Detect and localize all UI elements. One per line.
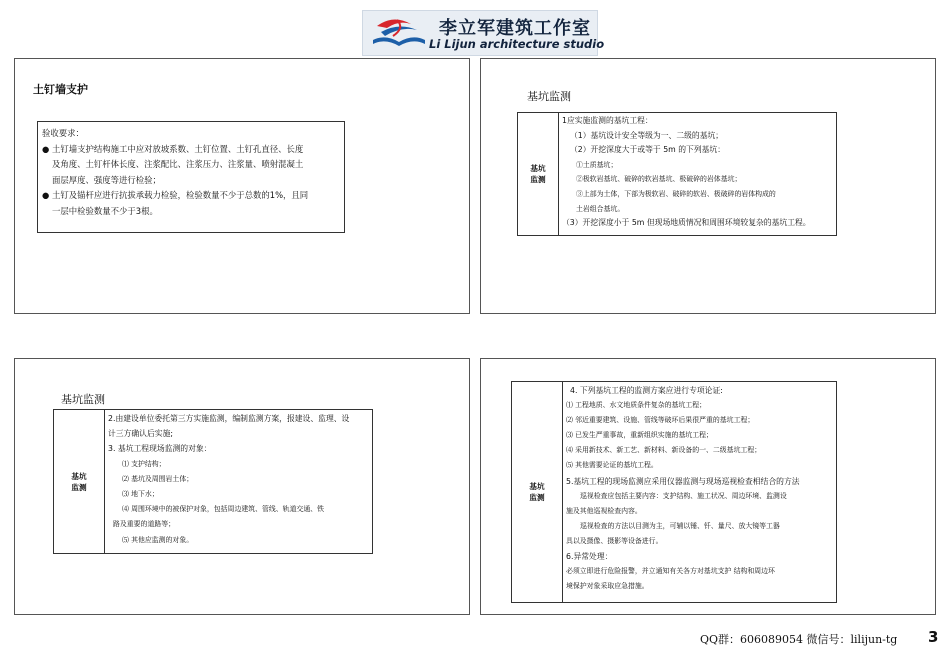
table-label: 基坑 监测 xyxy=(71,471,87,492)
table-label-cell xyxy=(54,410,105,554)
content-line: ②极软岩基坑、破碎的软岩基坑、极破碎的岩体基坑； xyxy=(576,175,742,184)
content-line: 4. 下列基坑工程的监测方案应进行专项论证: xyxy=(570,386,723,395)
content-line: 1应实施监测的基坑工程： xyxy=(562,116,653,125)
content-line: 必须立即进行危险报警，并立通知有关各方对基坑支护 结构和周边环 xyxy=(566,567,775,576)
content-line: ⑷ 周围环境中的被保护对象，包括周边建筑、管线、轨道交通、铁 xyxy=(122,505,325,514)
content-line: ⑸ 其他应监测的对象。 xyxy=(122,535,194,544)
content-line: （1）基坑设计安全等级为一、二级的基坑； xyxy=(570,130,724,140)
table-label-cell xyxy=(512,382,563,603)
slide-pit-monitoring-3 xyxy=(480,358,936,615)
content-line: 5.基坑工程的现场监测应采用仪器监测与现场巡视检查相结合的方法 xyxy=(566,476,800,486)
content-line: ⑶ 已发生严重事故，重新组织实施的基坑工程； xyxy=(566,431,713,440)
content-line: 6.异常处理： xyxy=(566,552,613,562)
content-line: ⑵ 基坑及周围岩土体； xyxy=(122,474,194,483)
content-line: ⑵ 邻近重要建筑、设施、管线等破坏后果很严重的基坑工程； xyxy=(566,416,755,425)
bullet-icon: ● xyxy=(42,190,50,200)
bullet-icon: ● xyxy=(42,143,50,154)
page-number: 3 xyxy=(928,628,939,646)
slide-title: 土钉墙支护 xyxy=(33,83,88,96)
requirement-line: 及角度、土钉杆体长度、注浆配比、注浆压力、注浆量、喷射混凝土 xyxy=(52,159,304,169)
table-label: 基坑 监测 xyxy=(530,164,546,184)
slide-title: 基坑监测 xyxy=(61,393,105,406)
requirement-line: 一层中检验数量不少于3根。 xyxy=(52,205,158,216)
content-line: ③上部为土体，下部为极软岩、破碎的软岩、极破碎的岩体构成的 xyxy=(576,189,776,198)
box-heading: 验收要求： xyxy=(42,128,84,138)
content-line: ⑶ 地下水； xyxy=(122,490,159,499)
content-line: 路及重要的道路等； xyxy=(113,520,176,529)
studio-emblem-icon xyxy=(371,16,427,52)
acceptance-requirements-box xyxy=(37,121,345,233)
monitoring-table xyxy=(517,112,837,236)
table-content-cell xyxy=(105,410,373,554)
content-line: （2）开挖深度大于或等于 5m 的下列基坑： xyxy=(570,145,726,155)
table-content-cell xyxy=(559,113,837,236)
slide-title: 基坑监测 xyxy=(527,90,571,103)
content-line: 巡视检查应包括主要内容：支护结构、施工状况、周边环境、监测设 xyxy=(580,491,787,500)
content-line: ①土质基坑； xyxy=(576,160,618,169)
table-content-cell xyxy=(563,382,837,603)
monitoring-table xyxy=(53,409,373,554)
table-label-cell xyxy=(518,113,559,236)
logo-chinese-name: 李立军建筑工作室 xyxy=(439,18,591,39)
content-line: 3. 基坑工程现场监测的对象： xyxy=(108,444,212,454)
content-line: 计三方确认后实施; xyxy=(108,429,174,439)
studio-logo xyxy=(362,10,605,56)
content-line: 2.由建设单位委托第三方实施监测，编制监测方案，报建设、监理、设 xyxy=(108,414,350,423)
content-line: ⑸ 其他需要论证的基坑工程。 xyxy=(566,461,658,470)
content-line: 巡视检查的方法以目测为主，可辅以锤、钎、量尺、放大镜等工器 xyxy=(580,521,780,530)
content-line: 境保护对象采取应急措施。 xyxy=(566,582,649,591)
table-label: 基坑 监测 xyxy=(529,482,545,502)
requirement-line: 面层厚度、强度等进行检验； xyxy=(52,174,161,185)
content-line: 施及其他巡视检查内容。 xyxy=(566,506,642,515)
content-line: ⑷ 采用新技术、新工艺、新材料、新设备的一、二级基坑工程； xyxy=(566,446,762,455)
slide-soil-nail-wall xyxy=(14,58,470,314)
content-line: 具以及摄像、摄影等设备进行。 xyxy=(566,536,663,545)
footer-contact: QQ群：606089054 微信号：lilijun-tg xyxy=(700,633,898,646)
slide-pit-monitoring-1 xyxy=(480,58,936,314)
content-line: ⑴ 工程地质、水文地质条件复杂的基坑工程； xyxy=(566,401,707,410)
slide-pit-monitoring-2 xyxy=(14,358,470,615)
logo-english-name: Li Lijun architecture studio xyxy=(429,37,605,51)
content-line: 土岩组合基坑。 xyxy=(576,204,625,213)
content-line: （3）开挖深度小于 5m 但现场地质情况和周围环境较复杂的基坑工程。 xyxy=(562,218,811,228)
monitoring-table xyxy=(511,381,837,603)
requirement-line: ● 土钉墙支护结构施工中应对放坡系数、土钉位置、土钉孔直径、长度 xyxy=(42,142,340,158)
requirement-line: ● 土钉及锚杆应进行抗拔承载力检验，检验数量不少于总数的1%，且同 xyxy=(42,188,340,204)
content-line: ⑴ 支护结构； xyxy=(122,459,166,468)
